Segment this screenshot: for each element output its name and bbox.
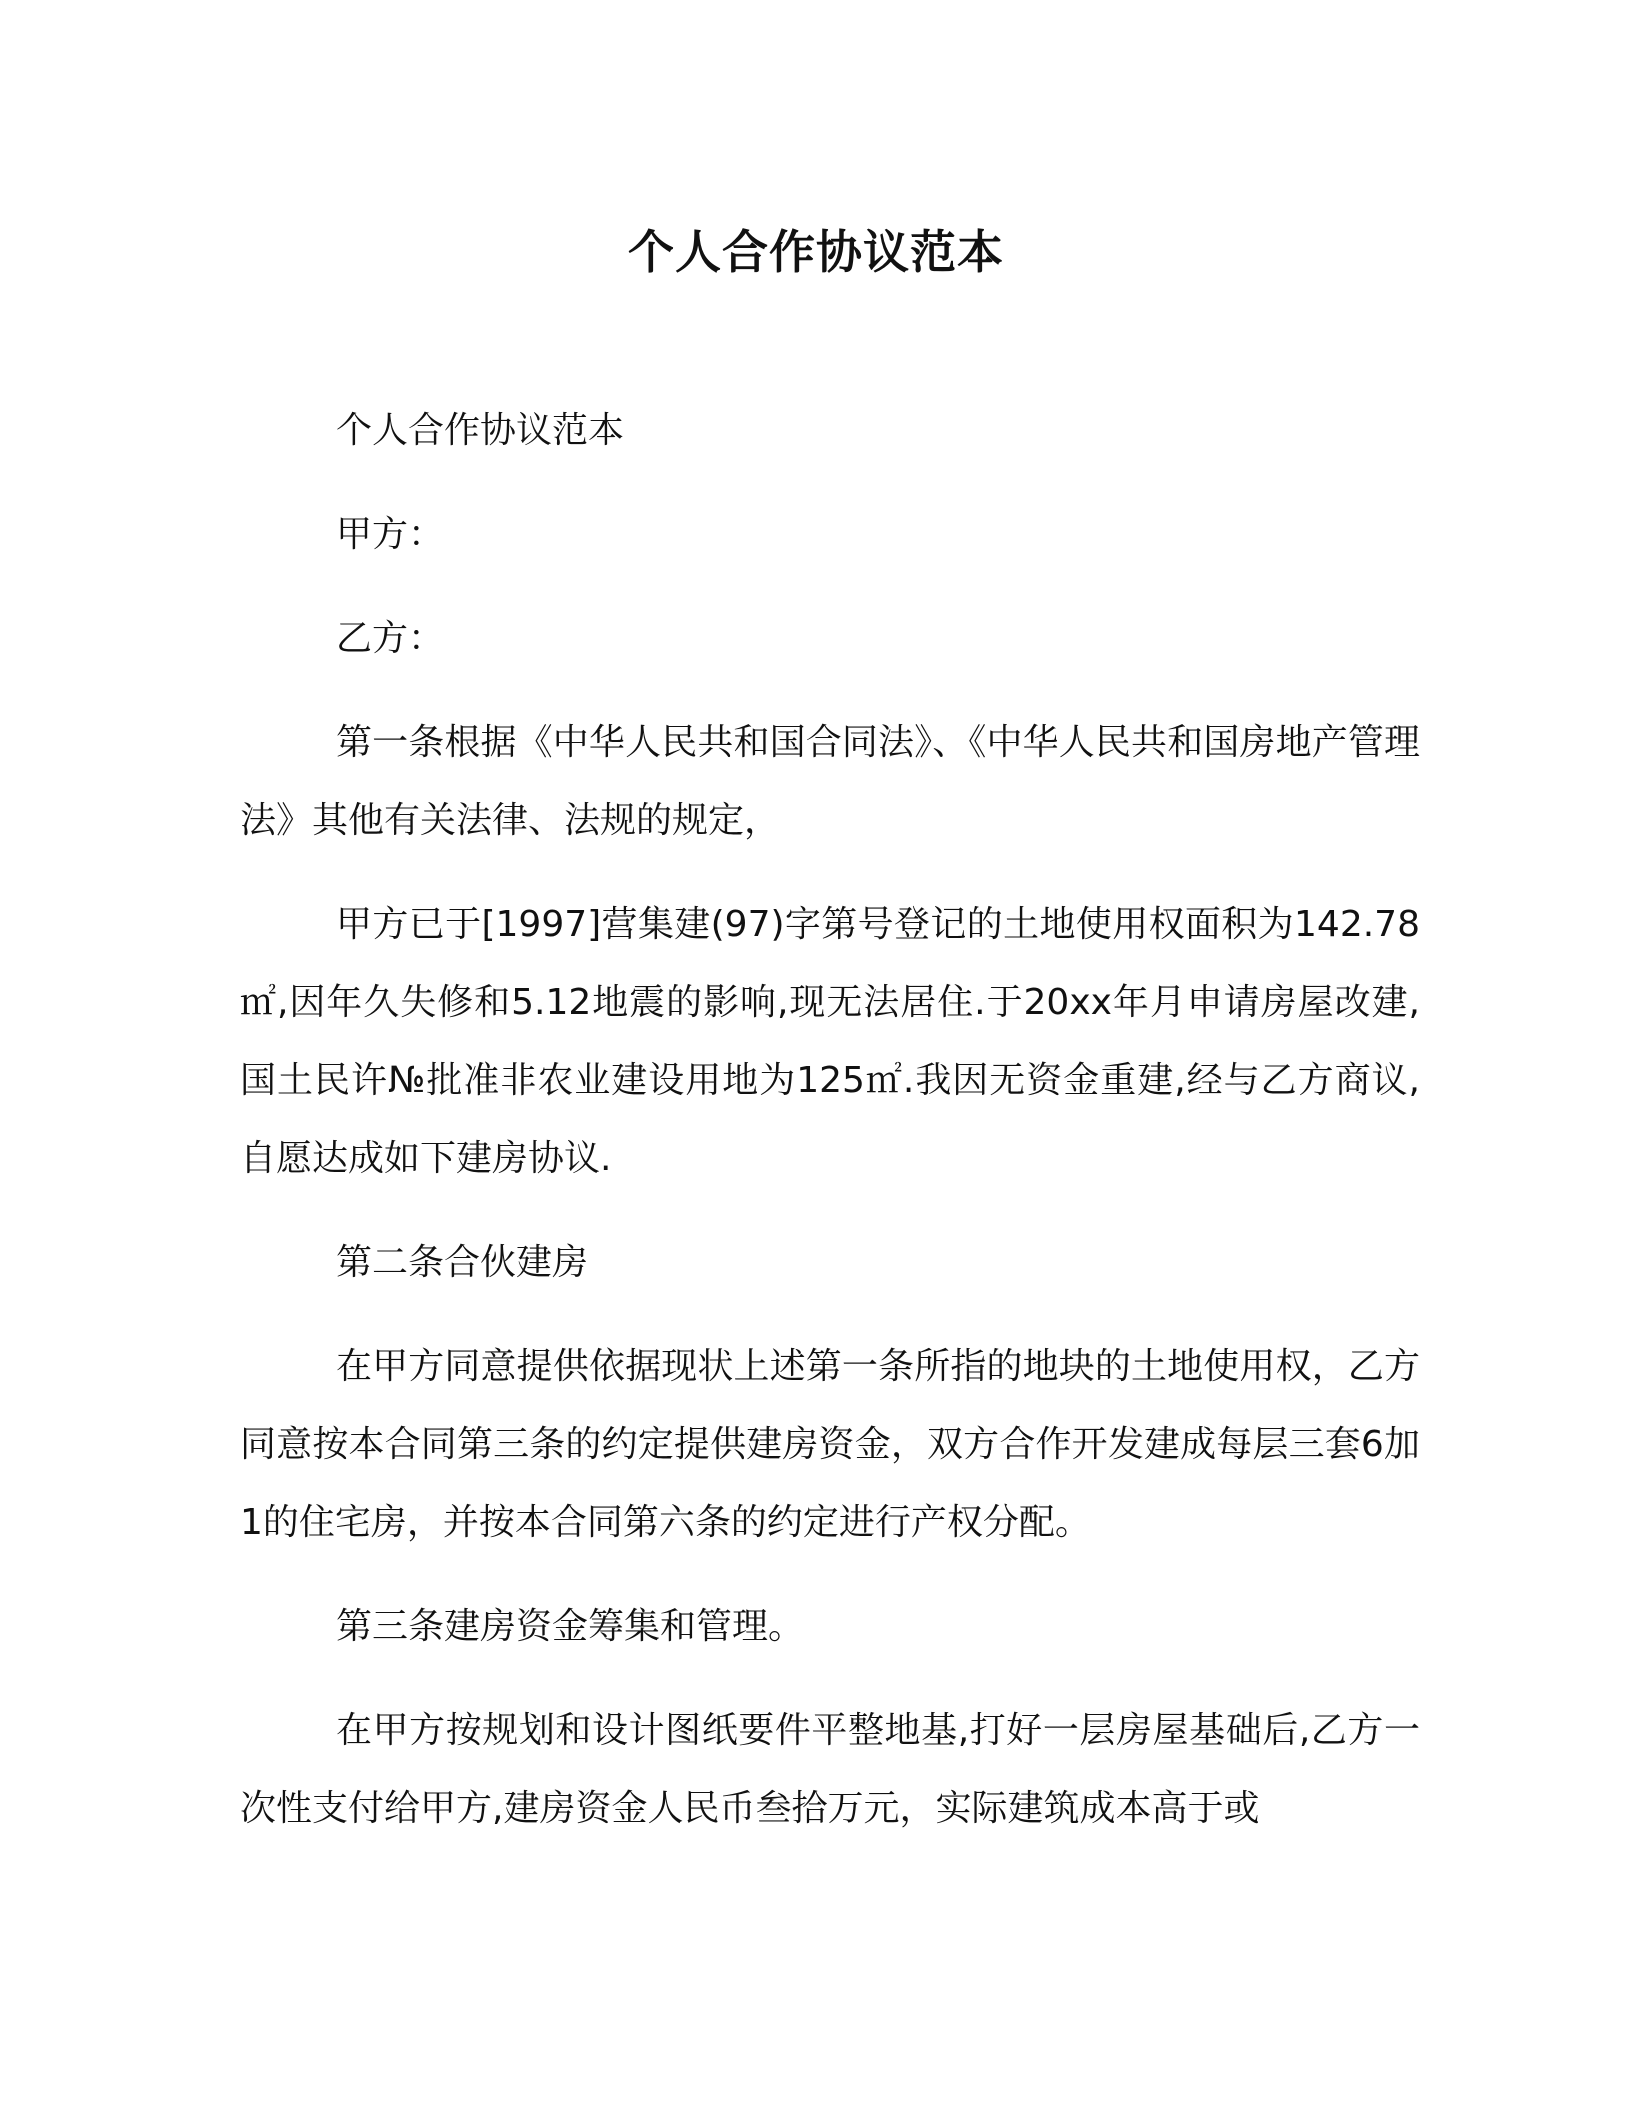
paragraph-article-2-body: 在甲方同意提供依据现状上述第一条所指的地块的土地使用权，乙方同意按本合同第三条的约定提供建房资金，双方合作开发建成每层三套6加1的住宅房，并按本合同第六条的约定进行产权分配。 xyxy=(240,1346,1420,1543)
paragraph-heading: 个人合作协议范本 xyxy=(336,410,625,451)
document-body xyxy=(240,392,1420,1874)
paragraph-land-info: 甲方已于[1997]营集建(97)字第号登记的土地使用权面积为142.78㎡,因年久失修和5.12地震的影响,现无法居住.于20xx年月申请房屋改建,国土民许№批准非农业建设用地为125㎡.我因无资金重建,经与乙方商议,自愿达成如下建房协议. xyxy=(240,904,1420,1179)
paragraph-party-a: 甲方： xyxy=(336,514,445,555)
paragraph-article-3-heading: 第三条建房资金筹集和管理。 xyxy=(336,1606,805,1647)
document-title: 个人合作协议范本 xyxy=(628,225,1004,279)
paragraph-party-b: 乙方： xyxy=(336,618,445,659)
paragraph-article-1: 第一条根据《中华人民共和国合同法》、《中华人民共和国房地产管理法》其他有关法律、法规的规定， xyxy=(240,722,1420,841)
paragraph-article-2-heading: 第二条合伙建房 xyxy=(336,1242,589,1283)
paragraph-article-3-body: 在甲方按规划和设计图纸要件平整地基,打好一层房屋基础后,乙方一次性支付给甲方,建房资金人民币叁拾万元，实际建筑成本高于或 xyxy=(240,1710,1420,1829)
